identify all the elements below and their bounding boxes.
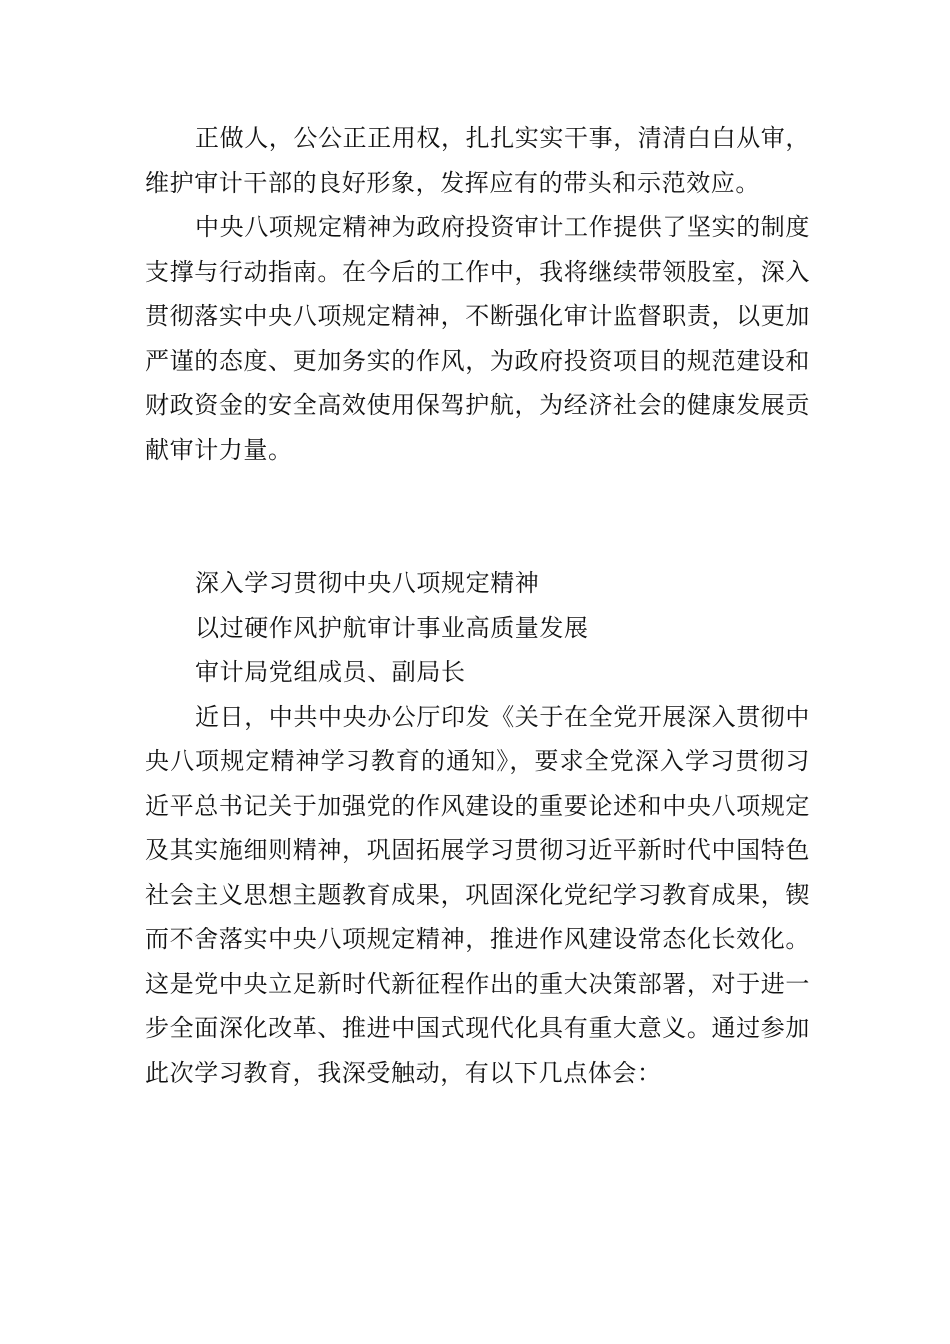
- paragraph-conclusion: 中央八项规定精神为政府投资审计工作提供了坚实的制度支撑与行动指南。在今后的工作中，我将继续带领股室，深入贯彻落实中央八项规定精神，不断强化审计监督职责，以更加严谨的态度、更加务实的作风，为政府投资项目的规范建设和财政资金的安全高效使用保驾护航，为经济社会的健康发展贡献审计力量。: [145, 213, 810, 464]
- article-intro-paragraph: 近日，中共中央办公厅印发《关于在全党开展深入贯彻中央八项规定精神学习教育的通知》，要求全党深入学习贯彻习近平总书记关于加强党的作风建设的重要论述和中央八项规定及其实施细则精神，巩固拓展学习贯彻习近平新时代中国特色社会主义思想主题教育成果，巩固深化党纪学习教育成果，锲而不舍落实中央八项规定精神，推进作风建设常态化长效化。这是党中央立足新时代新征程作出的重大决策部署，对于进一步全面深化改革、推进中国式现代化具有重大意义。通过参加此次学习教育，我深受触动，有以下几点体会：: [145, 702, 810, 1087]
- paragraph-continued: 正做人，公公正正用权，扎扎实实干事，清清白白从审，维护审计干部的良好形象，发挥应有的带头和示范效应。: [145, 124, 810, 197]
- article-title-line-1: 深入学习贯彻中央八项规定精神: [195, 569, 540, 597]
- article-title-line-2: 以过硬作风护航审计事业高质量发展: [195, 613, 589, 642]
- new-article: [145, 561, 810, 1095]
- article-author: 审计局党组成员、副局长: [195, 658, 466, 686]
- previous-section-body: [145, 116, 810, 472]
